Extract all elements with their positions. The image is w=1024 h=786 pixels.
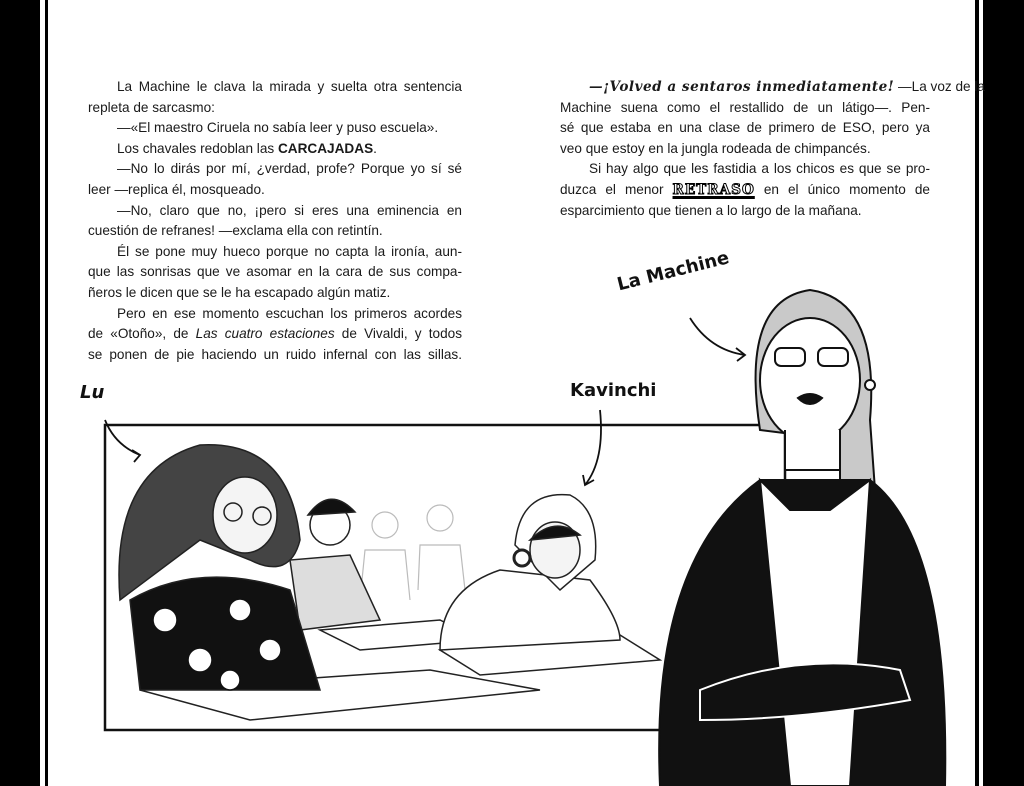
text-line: Él se pone muy hueco porque no capta la ironía, aun- (117, 243, 462, 259)
title-italic: Las cuatro estaciones (195, 326, 335, 342)
emphasis-retraso: RETRASO (672, 181, 755, 198)
text-line: cuestión de refranes! —exclama ella con retintín. (88, 223, 383, 239)
text-line: La Machine le clava la mirada y suelta otra sentencia (117, 79, 462, 94)
text: Los chavales redoblan las (117, 140, 278, 156)
text-line: ñeros le dicen que se le ha escapado algún matiz. (88, 284, 391, 300)
text-line: que las sonrisas que ve asomar en la cara de sus compa- (88, 264, 462, 280)
shout-handwritten: —¡Volved a sentaros inmediatamente! (589, 79, 895, 95)
label-la-machine: La Machine (615, 247, 732, 296)
text-line: Si hay algo que les fastidia a los chicos es que se pro- (589, 161, 930, 177)
text-line: —No lo dirás por mí, ¿verdad, profe? Porque yo sí sé (117, 161, 462, 177)
text-line: leer —replica él, mosqueado. (88, 181, 265, 197)
text-line: esparcimiento que tienen a lo largo de la mañana. (560, 202, 862, 218)
text-line: se ponen de pie haciendo un ruido infernal con las sillas. (88, 346, 462, 362)
text: en el único momento de (754, 181, 930, 197)
text: de «Otoño», de (88, 326, 196, 342)
text: —La voz de la (894, 79, 985, 94)
text-line: —No, claro que no, ¡pero si eres una eminencia en (117, 202, 462, 218)
text-line: veo que estoy en la jungla rodeada de chimpancés. (560, 140, 871, 156)
label-lu: Lu (80, 382, 105, 403)
text: de Vivaldi, y todos (334, 326, 463, 342)
text-line: Machine suena como el restallido de un látigo—. Pen- (560, 99, 930, 115)
label-kavinchi: Kavinchi (570, 380, 657, 401)
text: . (373, 140, 377, 156)
text-line: sé que estaba en una clase de primero de ESO, pero ya (560, 120, 930, 136)
emphasis-carcajadas: CARCAJADAS (277, 140, 374, 156)
text-line: repleta de sarcasmo: (88, 99, 215, 115)
text-line: Pero en ese momento escuchan los primeros acordes (117, 305, 462, 321)
text-line: —«El maestro Ciruela no sabía leer y puso escuela». (117, 120, 439, 136)
text: duzca el menor (560, 181, 673, 197)
